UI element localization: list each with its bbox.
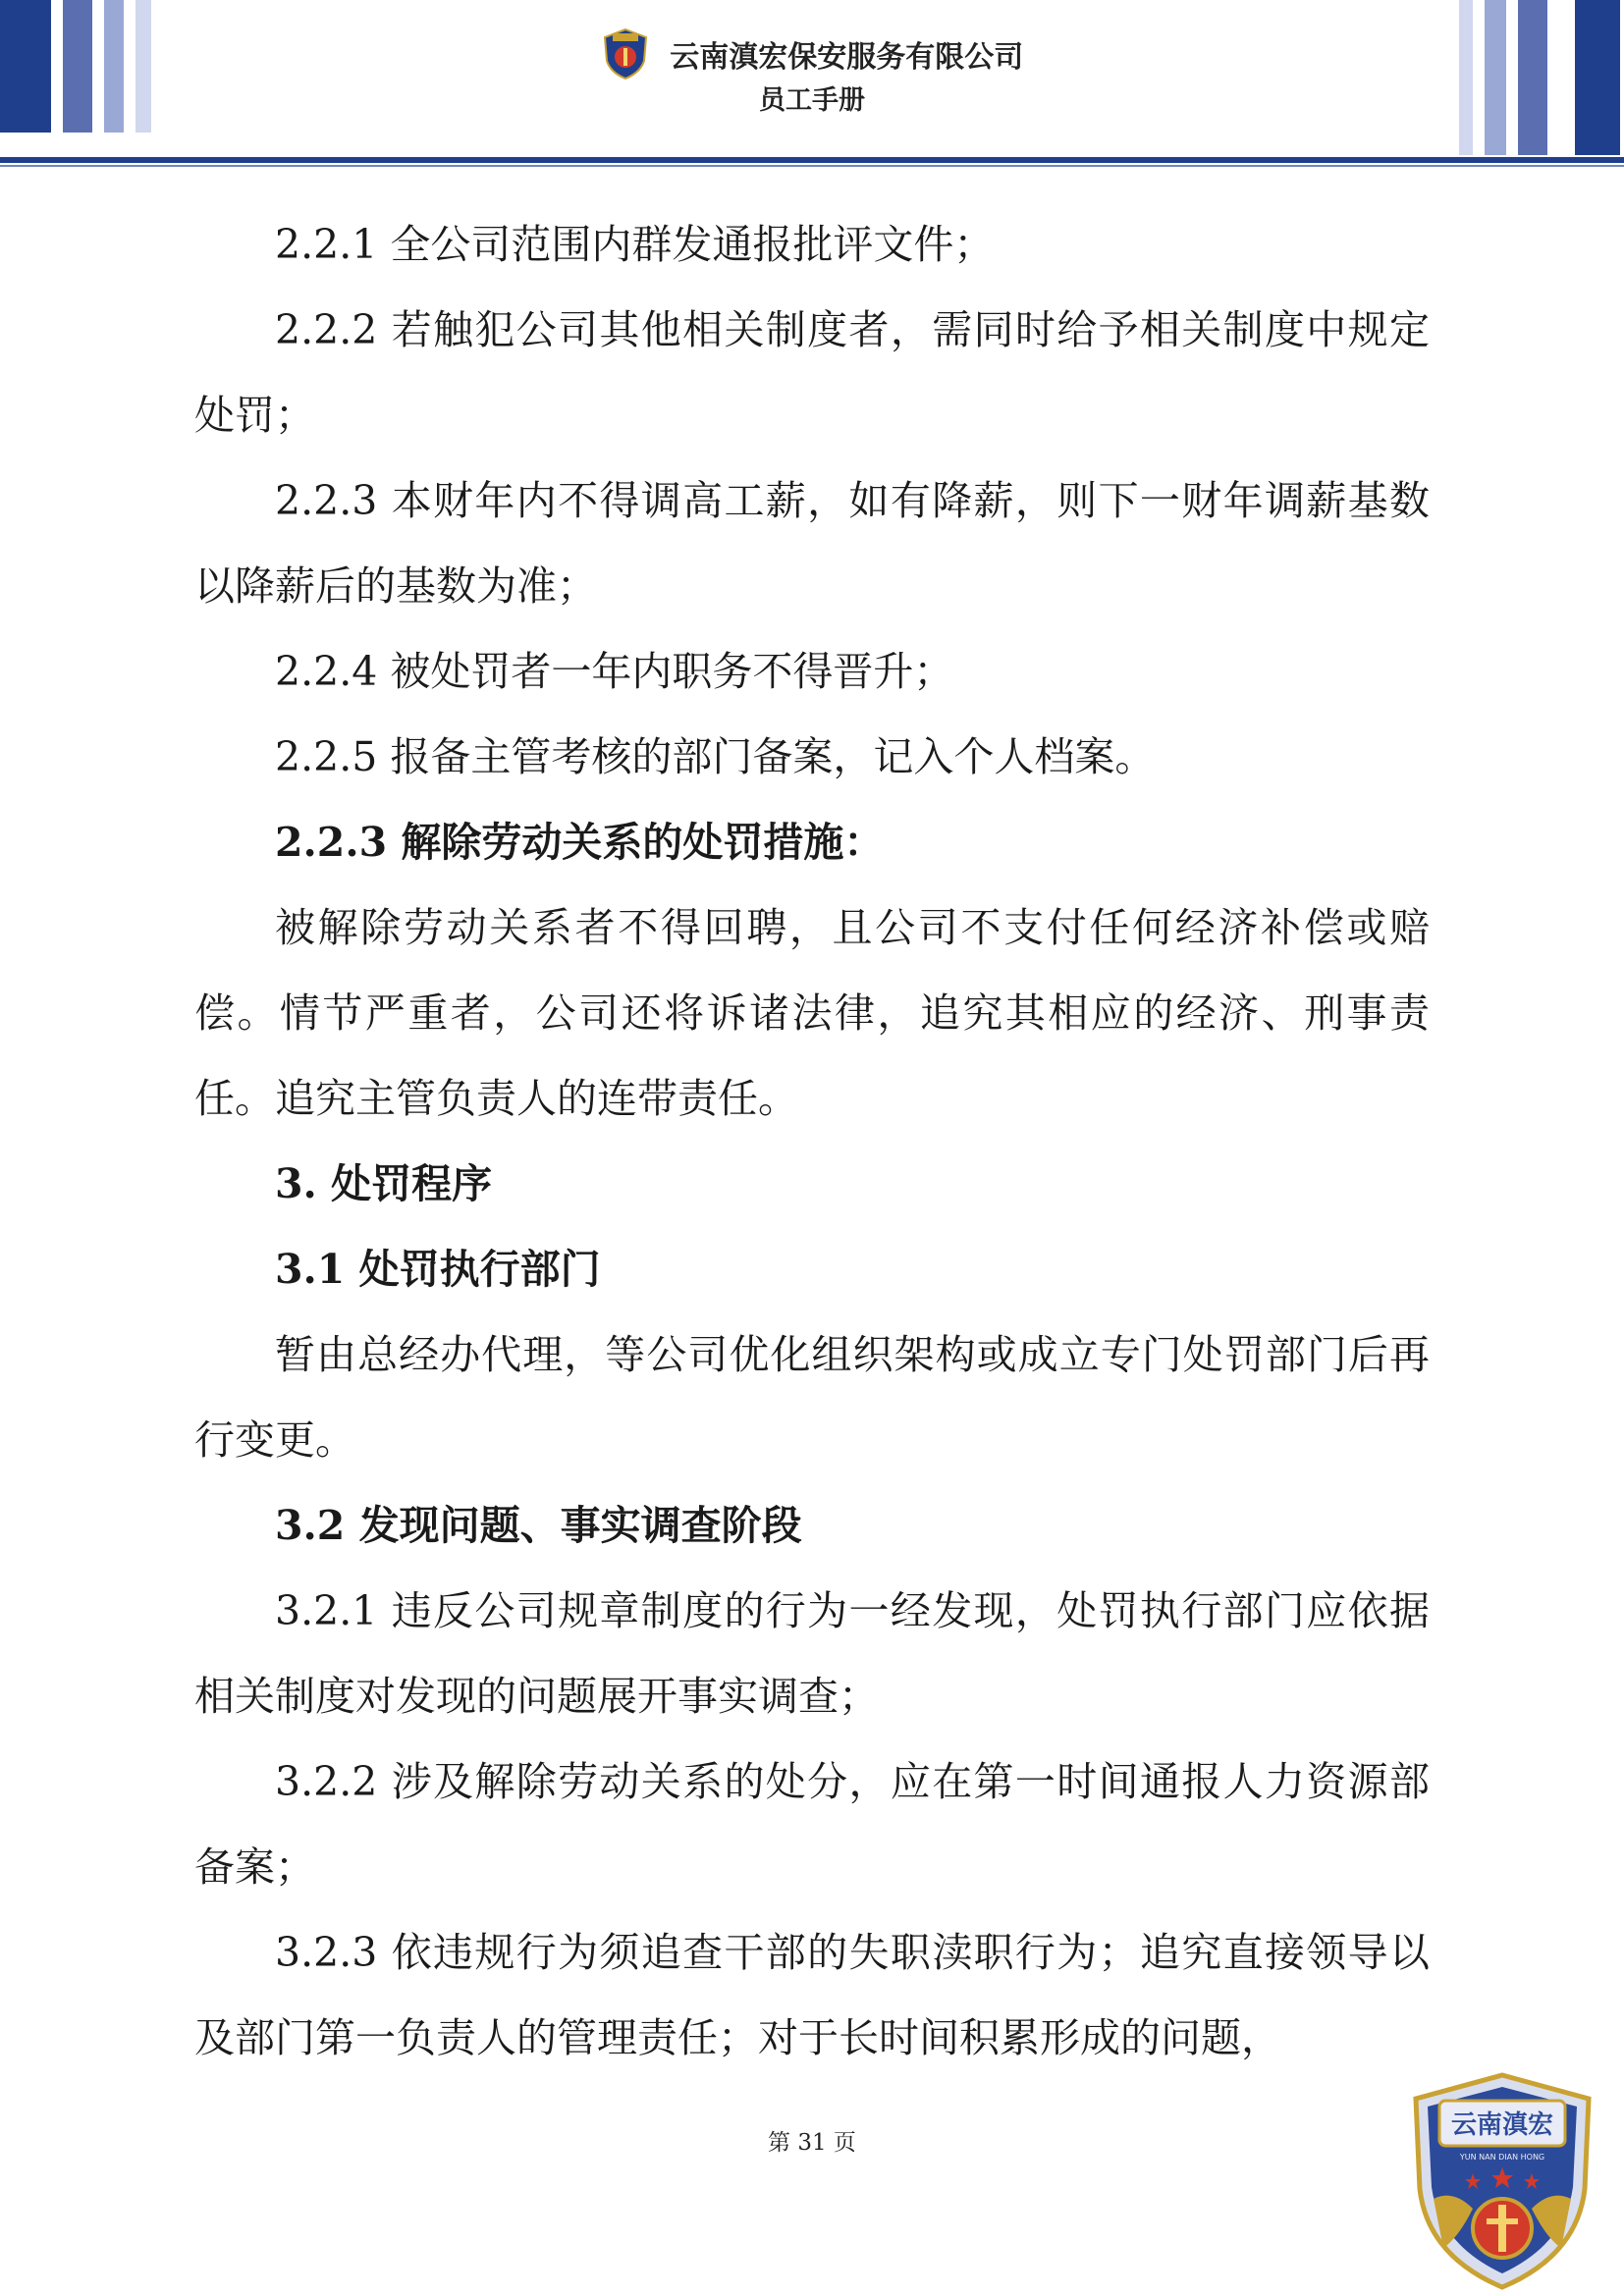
paragraph: 2.2.4 被处罚者一年内职务不得晋升；	[275, 648, 954, 695]
section-heading: 3. 处罚程序	[275, 1160, 493, 1207]
paragraph: 3.2.1 违反公司规章制度的行为一经发现，处罚执行部门应依据相关制度对发现的问题展开事实调查；	[194, 1587, 1430, 1720]
paragraph: 被解除劳动关系者不得回聘，且公司不支付任何经济补偿或赔偿。情节严重者，公司还将诉诸法律，追究其相应的经济、刑事责任。追究主管负责人的连带责任。	[194, 904, 1430, 1122]
company-badge-icon	[1404, 2071, 1600, 2292]
paragraph: 3.2.2 涉及解除劳动关系的处分，应在第一时间通报人力资源部备案；	[194, 1758, 1430, 1891]
header-divider	[0, 157, 1624, 163]
badge-title: 云南滇宏	[1450, 2110, 1554, 2140]
paragraph: 2.2.1 全公司范围内群发通报批评文件；	[275, 221, 995, 268]
document-title: 员工手册	[759, 85, 865, 116]
company-logo-icon	[601, 27, 650, 80]
company-title: 云南滇宏保安服务有限公司	[670, 40, 1024, 75]
company-name	[0, 27, 1624, 80]
section-heading: 3.2 发现问题、事实调查阶段	[275, 1502, 802, 1549]
section-heading: 2.2.3 解除劳动关系的处罚措施：	[275, 819, 885, 866]
section-heading: 3.1 处罚执行部门	[275, 1246, 601, 1293]
body-content	[194, 202, 1430, 2081]
header-divider	[0, 165, 1624, 167]
page-number: 第 31 页	[768, 2130, 856, 2156]
paragraph: 2.2.2 若触犯公司其他相关制度者，需同时给予相关制度中规定处罚；	[194, 306, 1430, 439]
paragraph: 2.2.5 报备主管考核的部门备案，记入个人档案。	[275, 733, 1156, 780]
paragraph: 暂由总经办代理，等公司优化组织架构或成立专门处罚部门后再行变更。	[194, 1331, 1430, 1464]
paragraph: 2.2.3 本财年内不得调高工薪，如有降薪，则下一财年调薪基数以降薪后的基数为准；	[194, 477, 1430, 610]
paragraph: 3.2.3 依违规行为须追查干部的失职渎职行为；追究直接领导以及部门第一负责人的管理责任；对于长时间积累形成的问题，	[194, 1929, 1430, 2061]
badge-subtitle: YUN NAN DIAN HONG	[1459, 2153, 1545, 2162]
